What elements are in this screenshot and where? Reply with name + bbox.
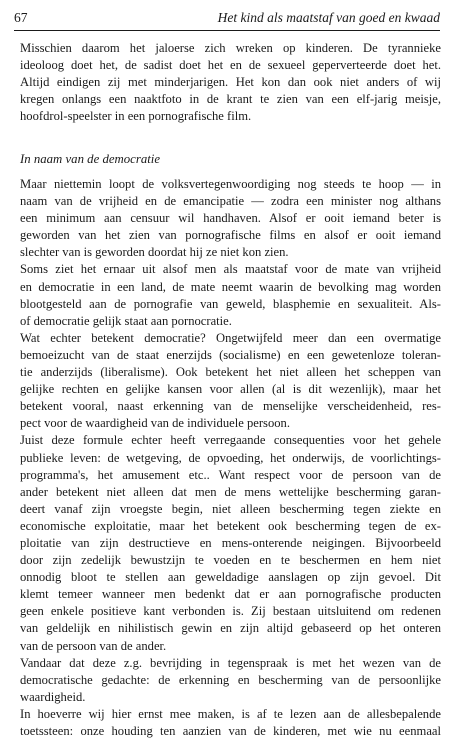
text-line: programma's, het amusement etc.. Want respect voor de persoon van de: [20, 467, 441, 482]
text-line: tie anderzijds (liberalisme). Ook betekent het niet alleen het scheppen van: [20, 365, 441, 380]
header-rule: [14, 30, 440, 31]
text-line: Maar niettemin loopt de volksvertegenwoordiging nog steeds te hoop — in: [20, 177, 441, 191]
main-text: [20, 176, 441, 740]
text-line: van de persoon van de ander.: [20, 638, 167, 653]
text-line: ploitatie van zijn destructieve en mens-onterende neigingen. Bijvoorbeeld: [20, 535, 441, 550]
text-line: toetssteen: onze houding ten aanzien van de kinderen, met wie nu eenmaal: [20, 724, 441, 738]
text-line: geen enkele positieve kant verbonden is. Zij bestaan uitsluitend om redenen: [20, 604, 441, 619]
text-line: ideoloog doet het, de sadist doet het en de sexueel geperverteerde doet het.: [20, 58, 441, 73]
text-line: van geldelijk en nihilistisch gewin en zijn altijd gebaseerd op het onteren: [20, 621, 441, 636]
text-line: en democratie in een land, de mate neemt waarin de bevolking mag worden: [20, 279, 441, 294]
text-line: blootgesteld aan de pornografie van geweld, blasphemie en sexualiteit. Als-: [20, 296, 441, 311]
text-line: Soms ziet het ernaar uit alsof men als maatstaf voor de mate van vrijheid: [20, 262, 441, 277]
text-line: hoofdrol-speelster in een pornografische film.: [20, 109, 252, 124]
text-line: publieke leven: de wetgeving, de opvoeding, het onderwijs, de voorlichtings-: [20, 450, 441, 465]
running-head: [14, 9, 440, 27]
text-line: pect voor de waardigheid van de individuele persoon.: [20, 416, 290, 431]
text-line: bemoeizucht van de staat enerzijds (socialisme) en een gewetenloze toleran-: [20, 347, 441, 362]
text-line: In hoeverre wij hier ernst mee maken, is af te lezen aan de allesbepalende: [20, 706, 441, 721]
text-line: Juist deze formule echter heeft verregaande consequenties voor het gehele: [20, 433, 441, 448]
text-line: naam van de vrijheid en de emancipatie — zodra een minister nog althans: [20, 194, 441, 209]
text-line: ander betekent niet alleen dat men de mens wettelijke bescherming garan-: [20, 484, 441, 499]
text-line: onnodig bloot te stellen aan geweldadige aanslagen op zijn gevoel. Dit: [20, 570, 441, 585]
intro-paragraph: [20, 40, 441, 125]
text-line: Vandaar dat deze z.g. bevrijding in tegenspraak is met het wezen van de: [20, 655, 441, 670]
text-line: Wat echter betekent democratie? Ongetwijfeld meer dan een overmatige: [20, 330, 441, 345]
text-line: betekent vooral, naast erkenning van de menselijke verscheidenheid, res-: [20, 399, 441, 414]
text-line: economische exploitatie, maar het betekent ook bescherming tegen de ex-: [20, 518, 441, 533]
text-line: waardigheid.: [20, 689, 86, 704]
text-line: een minimum aan censuur wil handhaven. Alsof er ooit iemand beter is: [20, 211, 441, 226]
running-title: Het kind als maatstaf van goed en kwaad: [217, 10, 440, 25]
text-line: kregen onlangs een naaktfoto in de krant te zien van een elf-jarig meisje,: [20, 92, 441, 107]
text-line: door zijn zedelijk bewustzijn te voeden en te beschermen en hem niet: [20, 553, 441, 568]
text-line: Misschien daarom het jaloerse zich wreken op kinderen. De tyrannieke: [20, 41, 441, 55]
text-line: slechter van is geworden doordat hij ze niet kon zien.: [20, 245, 289, 260]
text-line: klemt temeer wanneer men bedenkt dat er aan pornografische producten: [20, 587, 441, 602]
text-line: democratische gedachte: de erkenning en bescherming van de persoonlijke: [20, 672, 441, 687]
text-line: deert vanaf zijn vroegste begin, niet alleen bescherming tegen ziekte en: [20, 501, 441, 516]
section-heading: In naam van de democratie: [20, 152, 161, 166]
text-line: geworden van het zien van pornografische films en alsof er ooit iemand: [20, 228, 441, 243]
page-number: 67: [14, 10, 28, 25]
text-line: Altijd eindigen zij met minderjarigen. Het kon dan ook niet anders of wij: [20, 75, 441, 90]
text-line: gelijke rechten en gelijke kansen voor allen (al is dit wezenlijk), maar het: [20, 382, 441, 397]
text-line: of democratie gelijk staat aan pornocratie.: [20, 313, 232, 328]
